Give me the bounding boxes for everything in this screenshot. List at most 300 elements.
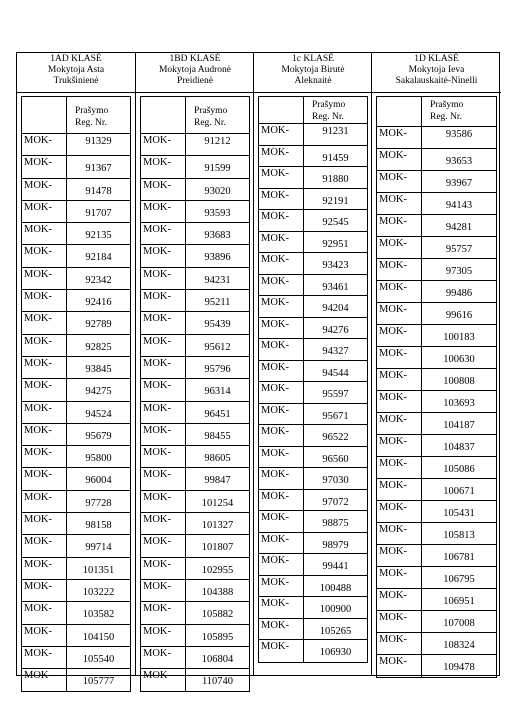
row-prefix: MOK-	[261, 189, 289, 201]
list-item	[259, 253, 367, 275]
list-item	[259, 490, 367, 512]
reg-number: 93653	[445, 156, 473, 167]
reg-number: 110740	[201, 676, 234, 688]
row-prefix: MOK-	[143, 447, 171, 459]
row-prefix: MOK-	[379, 172, 407, 183]
list-item	[141, 201, 249, 223]
row-prefix: MOK-	[379, 326, 407, 337]
row-prefix: MOK-	[24, 157, 52, 169]
row-prefix: MOK-	[143, 135, 171, 146]
list-header	[259, 97, 367, 124]
list-item	[377, 193, 496, 215]
row-prefix: MOK-	[379, 238, 407, 249]
row-prefix: MOK-	[379, 194, 407, 205]
list-item	[22, 513, 130, 535]
list-item	[141, 134, 249, 156]
row-prefix: MOK-	[143, 402, 171, 414]
reg-number: 106930	[319, 647, 352, 658]
list-item	[259, 339, 367, 361]
class-column-3	[253, 53, 372, 675]
list-item	[377, 369, 496, 391]
row-prefix: MOK-	[24, 514, 52, 526]
list-header	[377, 97, 496, 127]
reg-number: 98158	[85, 520, 112, 532]
row-prefix: MOK-	[143, 603, 171, 615]
list-item	[377, 237, 496, 259]
reg-number: 102955	[201, 564, 234, 576]
reg-number: 94524	[85, 408, 112, 420]
list-item	[377, 413, 496, 435]
list-item	[377, 303, 496, 325]
reg-number: 101254	[201, 497, 234, 509]
row-prefix: MOK-	[379, 656, 407, 667]
list-item	[259, 533, 367, 555]
row-prefix: MOK-	[261, 211, 289, 222]
list-item	[141, 625, 249, 647]
row-prefix: MOK-	[24, 424, 52, 436]
row-prefix: MOK-	[261, 619, 289, 631]
reg-number: 95439	[204, 319, 231, 331]
row-prefix: MOK-	[24, 647, 52, 659]
row-prefix: MOK-	[379, 304, 407, 315]
list-item	[259, 576, 367, 598]
row-prefix: MOK-	[261, 404, 289, 416]
row-prefix: MOK-	[24, 335, 52, 347]
reg-number: 105540	[82, 653, 115, 665]
list-item	[141, 647, 249, 669]
class-lists-table	[16, 52, 500, 688]
list-item	[22, 290, 130, 312]
list-item	[377, 523, 496, 545]
reg-number: 100900	[319, 604, 352, 615]
reg-number: 98979	[322, 539, 349, 551]
reg-number: 100183	[443, 332, 475, 343]
teacher-title: Mokytoja Audronė	[158, 65, 232, 75]
class-name: 1c KLASĖ	[292, 54, 334, 64]
reg-number: 103693	[443, 398, 475, 409]
reg-number: 91231	[322, 126, 349, 137]
row-prefix: MOK-	[261, 426, 289, 437]
reg-number: 91367	[85, 163, 112, 175]
reg-number: 95597	[322, 389, 349, 400]
reg-number: 92191	[322, 195, 349, 207]
row-prefix: MOK-	[24, 380, 52, 392]
list-item	[141, 357, 249, 379]
list-item	[22, 134, 130, 156]
reg-number-heading: Prašymo Reg. Nr.	[312, 100, 346, 122]
reg-number: 106795	[443, 574, 475, 585]
list-item	[141, 535, 249, 557]
reg-number: 95800	[85, 453, 112, 465]
list-item	[22, 201, 130, 223]
reg-number: 99441	[322, 561, 349, 572]
reg-number: 101327	[201, 520, 234, 532]
list-item	[141, 558, 249, 580]
reg-number: 95796	[204, 363, 231, 375]
list-item	[141, 602, 249, 624]
list-item	[141, 424, 249, 446]
reg-number: 106781	[443, 552, 475, 563]
list-item	[22, 424, 130, 446]
registration-list	[21, 96, 131, 692]
row-prefix: MOK-	[143, 469, 171, 481]
list-item	[377, 259, 496, 281]
row-prefix: MOK-	[379, 128, 407, 139]
list-item	[259, 554, 367, 576]
row-prefix: MOK-	[143, 424, 171, 436]
row-prefix: MOK-	[143, 179, 171, 191]
list-item	[259, 447, 367, 469]
reg-number: 106804	[201, 653, 234, 665]
list-item	[22, 245, 130, 267]
list-item	[259, 425, 367, 447]
reg-number: 94275	[85, 386, 112, 398]
reg-number: 97305	[445, 266, 473, 277]
reg-number: 94143	[445, 200, 473, 211]
list-item	[22, 379, 130, 401]
row-prefix: MOK-	[24, 357, 52, 369]
reg-number: 92135	[85, 230, 112, 242]
row-prefix: MOK-	[379, 546, 407, 557]
list-item	[259, 318, 367, 340]
reg-number: 96314	[204, 386, 231, 398]
row-prefix: MOK-	[261, 340, 289, 351]
list-item	[141, 491, 249, 513]
reg-number: 96004	[85, 475, 112, 487]
list-item	[141, 669, 249, 691]
list-item	[22, 580, 130, 602]
row-prefix: MOK-	[261, 490, 289, 502]
reg-number: 95612	[204, 341, 231, 353]
row-prefix: MOK-	[379, 392, 407, 403]
list-item	[259, 189, 367, 211]
list-item	[141, 379, 249, 401]
row-prefix: MOK-	[143, 224, 171, 236]
row-prefix: MOK-	[24, 580, 52, 592]
reg-number: 96522	[322, 432, 349, 443]
teacher-surname: Trukšinienė	[53, 76, 99, 86]
list-item	[377, 545, 496, 567]
reg-number: 91329	[85, 136, 112, 147]
row-prefix: MOK-	[143, 246, 171, 258]
row-prefix: MOK-	[24, 224, 52, 236]
class-name: 1AD KLASĖ	[50, 54, 102, 64]
reg-number-heading: Prašymo Reg. Nr.	[194, 106, 228, 128]
teacher-title: Mokytoja Asta	[47, 65, 105, 75]
row-prefix: MOK-	[261, 232, 289, 244]
list-item	[22, 446, 130, 468]
row-prefix: MOK-	[24, 268, 52, 280]
class-header	[136, 53, 254, 93]
row-prefix: MOK-	[261, 125, 289, 136]
list-item	[377, 215, 496, 237]
class-name: 1BD KLASĖ	[169, 54, 221, 64]
reg-number: 93593	[204, 207, 231, 219]
list-item	[377, 655, 496, 677]
reg-number: 104187	[443, 420, 475, 431]
row-prefix: MOK-	[143, 670, 171, 682]
list-item	[259, 124, 367, 146]
row-prefix: MOK-	[261, 297, 289, 308]
reg-number: 98605	[204, 453, 231, 465]
reg-number: 97072	[322, 496, 349, 508]
reg-number: 93423	[322, 260, 349, 271]
list-item	[141, 290, 249, 312]
row-prefix: MOK-	[24, 313, 52, 325]
list-item	[259, 468, 367, 490]
reg-number: 99847	[204, 475, 231, 487]
list-item	[377, 479, 496, 501]
list-item	[22, 268, 130, 290]
reg-number: 92951	[322, 238, 349, 250]
row-prefix: MOK-	[379, 348, 407, 359]
row-prefix: MOK-	[24, 558, 52, 570]
reg-number: 101351	[82, 564, 115, 576]
list-item	[259, 296, 367, 318]
reg-number: 91880	[322, 174, 349, 185]
class-column-2	[135, 53, 254, 688]
reg-number: 93845	[85, 363, 112, 375]
registration-list	[258, 96, 368, 663]
reg-number: 106951	[443, 596, 475, 607]
list-item	[259, 146, 367, 168]
reg-number: 100488	[319, 582, 352, 594]
row-prefix: MOK-	[24, 447, 52, 459]
reg-number: 99616	[445, 310, 473, 321]
list-item	[259, 640, 367, 662]
row-prefix: MOK-	[261, 318, 289, 330]
row-prefix: MOK-	[143, 625, 171, 637]
list-item	[377, 281, 496, 303]
row-prefix: MOK-	[24, 402, 52, 414]
list-item	[377, 589, 496, 611]
row-prefix: MOK-	[379, 612, 407, 623]
reg-number: 105777	[82, 676, 115, 688]
row-prefix: MOK-	[261, 447, 289, 459]
list-item	[141, 402, 249, 424]
reg-number: 91478	[85, 185, 112, 197]
reg-number: 92416	[85, 297, 112, 309]
list-item	[377, 567, 496, 589]
row-prefix: MOK-	[379, 150, 407, 161]
teacher-title: Mokytoja Ieva	[408, 65, 465, 75]
reg-number-heading: Prašymo Reg. Nr.	[430, 100, 464, 122]
list-item	[377, 171, 496, 193]
reg-number: 95671	[322, 410, 349, 422]
row-prefix: MOK-	[379, 216, 407, 227]
reg-number: 97030	[322, 475, 349, 486]
row-prefix: MOK-	[24, 625, 52, 637]
registration-list	[140, 96, 250, 692]
reg-number: 96451	[204, 408, 231, 420]
row-prefix: MOK-	[143, 558, 171, 570]
list-item	[141, 446, 249, 468]
list-item	[377, 611, 496, 633]
list-item	[259, 382, 367, 404]
row-prefix: MOK-	[143, 580, 171, 592]
list-item	[22, 558, 130, 580]
list-item	[141, 468, 249, 490]
reg-number: 105895	[201, 631, 234, 643]
row-prefix: MOK-	[143, 357, 171, 369]
reg-number: 96560	[322, 453, 349, 465]
reg-number: 95757	[445, 244, 473, 255]
reg-number: 103582	[82, 609, 115, 621]
reg-number: 105431	[443, 508, 475, 519]
row-prefix: MOK-	[261, 469, 289, 480]
list-item	[259, 232, 367, 254]
list-item	[22, 491, 130, 513]
reg-number: 94327	[322, 346, 349, 357]
list-item	[141, 335, 249, 357]
row-prefix: MOK-	[24, 469, 52, 481]
list-item	[141, 156, 249, 178]
list-item	[22, 156, 130, 178]
list-item	[141, 513, 249, 535]
list-item	[141, 268, 249, 290]
row-prefix: MOK-	[24, 603, 52, 615]
row-prefix: MOK-	[24, 201, 52, 213]
list-item	[259, 167, 367, 189]
list-item	[377, 633, 496, 655]
reg-number: 94231	[204, 274, 231, 286]
row-prefix: MOK-	[261, 641, 289, 652]
teacher-surname: Sakalauskaitė-Ninelli	[395, 76, 478, 86]
list-item	[22, 335, 130, 357]
list-item	[22, 402, 130, 424]
reg-number: 98455	[204, 430, 231, 442]
list-item	[22, 312, 130, 334]
row-prefix: MOK-	[24, 491, 52, 503]
row-prefix: MOK-	[261, 146, 289, 158]
list-item	[22, 468, 130, 490]
reg-number: 98875	[322, 518, 349, 529]
list-item	[259, 511, 367, 533]
row-prefix: MOK-	[379, 436, 407, 447]
row-prefix: MOK-	[24, 179, 52, 191]
row-prefix: MOK-	[143, 647, 171, 659]
list-item	[259, 210, 367, 232]
row-prefix: MOK-	[143, 268, 171, 280]
list-header	[141, 97, 249, 134]
reg-number: 91599	[204, 163, 231, 175]
reg-number: 94204	[322, 303, 349, 314]
reg-number: 100808	[443, 376, 475, 387]
row-prefix: MOK-	[143, 536, 171, 548]
reg-number: 93020	[204, 185, 231, 197]
list-item	[22, 179, 130, 201]
list-item	[141, 223, 249, 245]
row-prefix: MOK-	[143, 157, 171, 169]
reg-number: 104388	[201, 586, 234, 598]
row-prefix: MOK-	[379, 370, 407, 381]
row-prefix: MOK-	[261, 576, 289, 588]
list-item	[377, 457, 496, 479]
reg-number: 100671	[443, 486, 475, 497]
list-item	[259, 361, 367, 383]
row-prefix: MOK-	[379, 480, 407, 491]
reg-number: 107008	[443, 618, 475, 629]
reg-number: 91212	[204, 136, 231, 147]
row-prefix: MOK-	[379, 590, 407, 601]
class-header	[372, 53, 501, 93]
reg-number: 92184	[85, 252, 112, 264]
row-prefix: MOK-	[261, 533, 289, 545]
reg-number: 99486	[445, 288, 473, 299]
row-prefix: MOK-	[379, 502, 407, 513]
teacher-surname: Preidienė	[177, 76, 213, 86]
row-prefix: MOK-	[24, 536, 52, 548]
reg-number: 100630	[443, 354, 475, 365]
reg-number: 101807	[201, 542, 234, 554]
list-item	[22, 602, 130, 624]
row-prefix: MOK-	[143, 491, 171, 503]
row-prefix: MOK-	[261, 254, 289, 265]
row-prefix: MOK-	[24, 135, 52, 146]
list-item	[377, 391, 496, 413]
list-item	[377, 127, 496, 149]
reg-number-heading: Prašymo Reg. Nr.	[75, 106, 109, 128]
list-item	[141, 179, 249, 201]
class-name: 1D KLASĖ	[414, 54, 459, 64]
list-item	[259, 597, 367, 619]
row-prefix: MOK-	[379, 414, 407, 425]
list-item	[377, 501, 496, 523]
row-prefix: MOK-	[143, 335, 171, 347]
row-prefix: MOK-	[24, 291, 52, 303]
row-prefix: MOK-	[261, 168, 289, 179]
reg-number: 97728	[85, 497, 112, 509]
reg-number: 91707	[85, 207, 112, 219]
list-item	[141, 245, 249, 267]
reg-number: 104150	[82, 631, 115, 643]
reg-number: 94276	[322, 324, 349, 336]
reg-number: 105086	[443, 464, 475, 475]
row-prefix: MOK-	[379, 458, 407, 469]
row-prefix: MOK-	[261, 598, 289, 609]
reg-number: 94281	[445, 222, 473, 233]
row-prefix: MOK-	[379, 260, 407, 271]
reg-number: 109478	[443, 662, 475, 673]
reg-number: 95679	[85, 430, 112, 442]
teacher-surname: Aleknaitė	[294, 76, 332, 86]
reg-number: 105882	[201, 609, 234, 621]
reg-number: 93683	[204, 230, 231, 242]
list-item	[259, 275, 367, 297]
registration-list	[376, 96, 497, 678]
row-prefix: MOK-	[261, 512, 289, 523]
list-item	[22, 357, 130, 379]
list-item	[259, 619, 367, 641]
reg-number: 105813	[443, 530, 475, 541]
teacher-title: Mokytoja Birutė	[281, 65, 345, 75]
reg-number: 92545	[322, 217, 349, 228]
reg-number: 99714	[85, 542, 112, 554]
class-header	[254, 53, 372, 93]
row-prefix: MOK-	[24, 670, 52, 682]
list-item	[377, 347, 496, 369]
reg-number: 95211	[204, 297, 231, 309]
list-item	[141, 312, 249, 334]
reg-number: 94544	[322, 367, 349, 379]
list-item	[141, 580, 249, 602]
class-column-1	[17, 53, 135, 688]
row-prefix: MOK-	[143, 380, 171, 392]
reg-number: 92789	[85, 319, 112, 331]
reg-number: 93896	[204, 252, 231, 264]
list-item	[22, 647, 130, 669]
row-prefix: MOK-	[261, 555, 289, 566]
